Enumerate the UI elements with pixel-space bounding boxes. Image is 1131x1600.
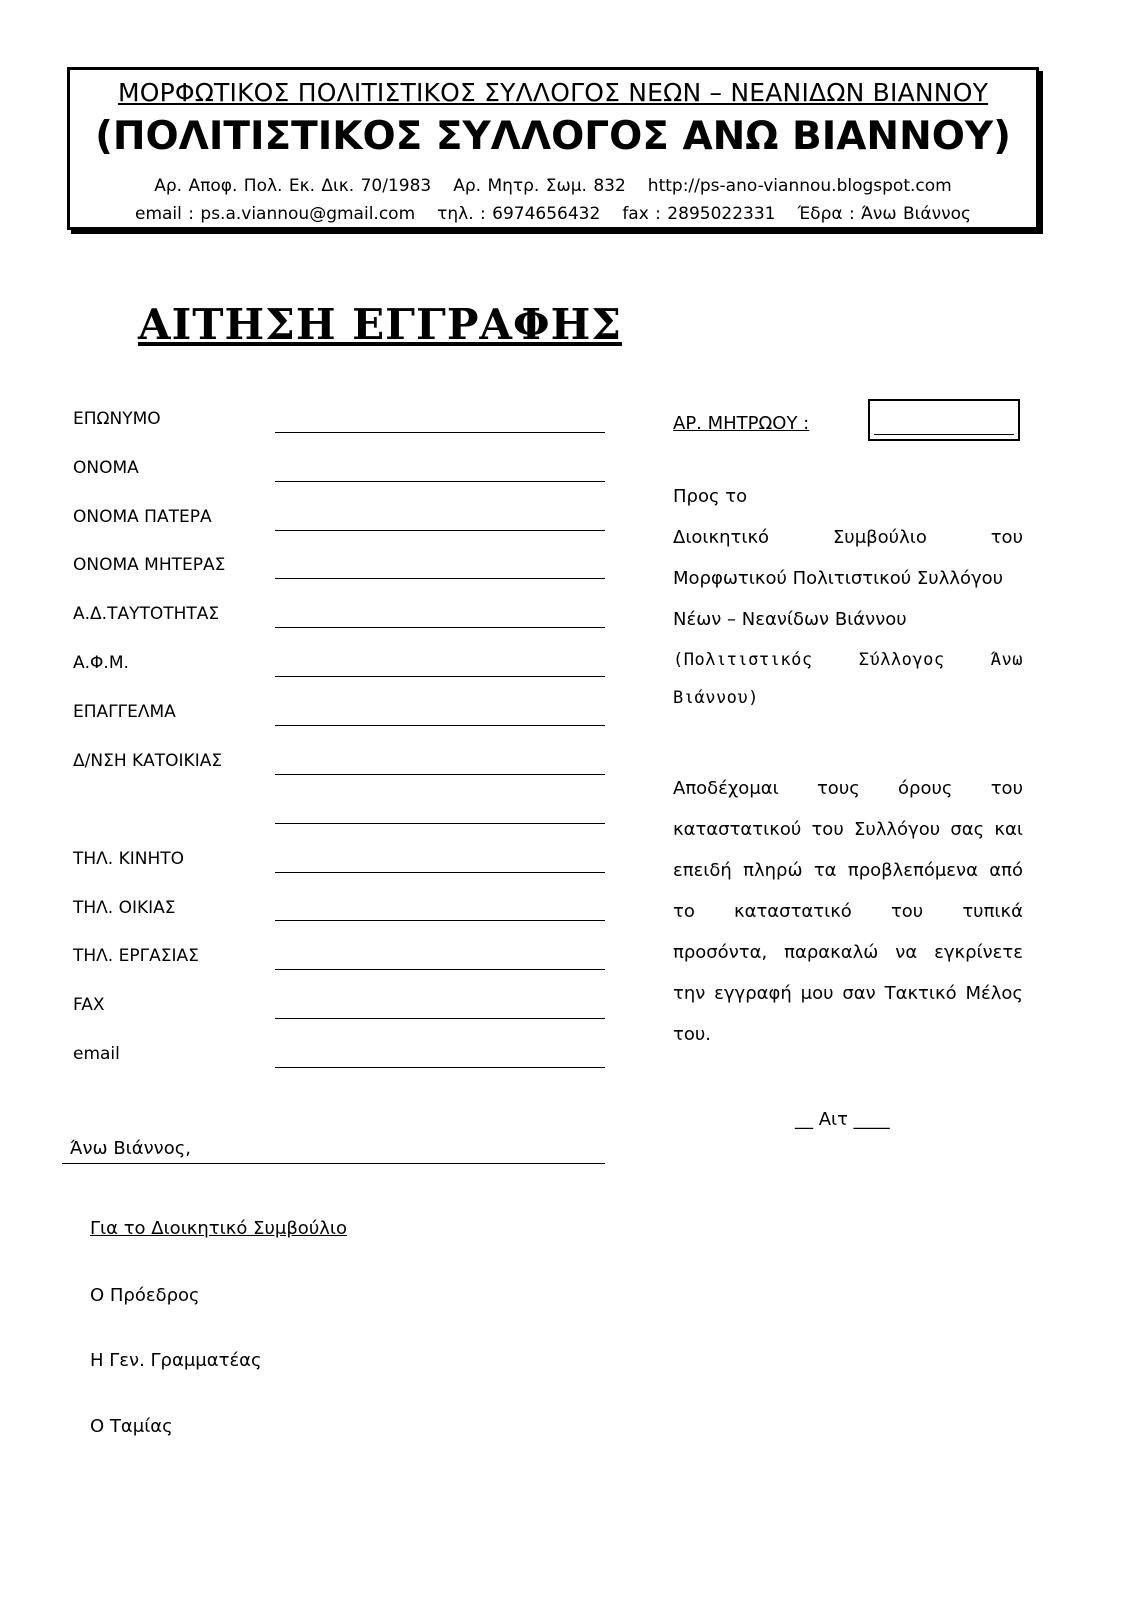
profession-input-line[interactable] bbox=[275, 725, 605, 726]
word: την bbox=[673, 983, 706, 1004]
home-phone-input-line[interactable] bbox=[275, 920, 605, 921]
field-label-name: ΟΝΟΜΑ bbox=[73, 458, 139, 478]
word: σαν bbox=[842, 983, 876, 1004]
word: Άνω bbox=[990, 650, 1023, 670]
registry-number-box[interactable] bbox=[868, 399, 1020, 441]
field-label-mobile: ΤΗΛ. ΚΙΝΗΤΟ bbox=[73, 849, 185, 869]
registry-number: Αρ. Μητρ. Σωμ. 832 bbox=[453, 176, 626, 196]
word: εγγραφή bbox=[714, 983, 792, 1004]
registration-line bbox=[70, 176, 1036, 196]
word: Σύλλογος bbox=[858, 650, 945, 670]
field-label-mother-name: ΟΝΟΜΑ ΜΗΤΕΡΑΣ bbox=[73, 555, 226, 575]
phone-number: τηλ. : 6974656432 bbox=[437, 204, 601, 224]
address-input-line-2[interactable] bbox=[275, 823, 605, 824]
word: καταστατικό bbox=[733, 901, 852, 922]
word: Τακτικό bbox=[884, 983, 957, 1004]
email-input-line[interactable] bbox=[275, 1067, 605, 1068]
secretary-signature: Η Γεν. Γραμματέας bbox=[90, 1350, 262, 1371]
decision-number: Αρ. Αποφ. Πολ. Εκ. Δικ. 70/1983 bbox=[154, 176, 432, 196]
id-card-input-line[interactable] bbox=[275, 627, 605, 628]
seat-location: Έδρα : Άνω Βιάννος bbox=[797, 204, 971, 224]
word: από bbox=[989, 860, 1023, 881]
word: του bbox=[890, 901, 924, 922]
to-line: Προς το bbox=[673, 486, 748, 507]
body-line-4 bbox=[673, 901, 1023, 922]
body-line-2 bbox=[673, 819, 1023, 840]
registry-number-label: ΑΡ. ΜΗΤΡΩΟΥ : bbox=[673, 413, 810, 434]
work-phone-input-line[interactable] bbox=[275, 969, 605, 970]
word: του bbox=[990, 778, 1023, 799]
mother-name-input-line[interactable] bbox=[275, 578, 605, 579]
field-label-fax: FAX bbox=[73, 995, 105, 1015]
fax-input-line[interactable] bbox=[275, 1018, 605, 1019]
field-label-surname: ΕΠΩΝΥΜΟ bbox=[73, 409, 161, 429]
name-input-line[interactable] bbox=[275, 481, 605, 482]
website-link[interactable]: http://ps-ano-viannou.blogspot.com bbox=[647, 176, 952, 196]
word: Συλλόγου bbox=[853, 819, 941, 840]
word: επειδή bbox=[673, 860, 732, 881]
word: εγκρίνετε bbox=[934, 942, 1023, 963]
word: πληρώ bbox=[743, 860, 803, 881]
body-line-1 bbox=[673, 778, 1023, 799]
addressee-line-1 bbox=[673, 527, 1023, 548]
field-label-email: email bbox=[73, 1044, 120, 1064]
email-link[interactable]: email : ps.a.viannou@gmail.com bbox=[134, 204, 416, 224]
word: Αποδέχομαι bbox=[673, 778, 779, 799]
body-line-7: του. bbox=[673, 1024, 711, 1045]
word: (Πολιτιστικός bbox=[673, 650, 813, 670]
word: του bbox=[811, 819, 844, 840]
org-alt-name: (ΠΟΛΙΤΙΣΤΙΚΟΣ ΣΥΛΛΟΓΟΣ ΑΝΩ ΒΙΑΝΝΟΥ) bbox=[95, 114, 1011, 159]
word: και bbox=[994, 819, 1023, 840]
addressee-line-5: Βιάννου) bbox=[673, 688, 759, 708]
word: Διοικητικό bbox=[673, 527, 770, 548]
addressee-line-4 bbox=[673, 650, 1023, 670]
field-label-father-name: ΟΝΟΜΑ ΠΑΤΕΡΑ bbox=[73, 507, 212, 527]
word: παρακαλώ bbox=[784, 942, 879, 963]
word: τα bbox=[813, 860, 837, 881]
body-line-6 bbox=[673, 983, 1023, 1004]
org-name: ΜΟΡΦΩΤΙΚΟΣ ΠΟΛΙΤΙΣΤΙΚΟΣ ΣΥΛΛΟΓΟΣ ΝΕΩΝ – ΝΕΑΝΙΔΩΝ ΒΙΑΝΝΟΥ bbox=[117, 78, 989, 107]
board-label: Για το Διοικητικό Συμβούλιο bbox=[90, 1218, 347, 1239]
body-line-5 bbox=[673, 942, 1023, 963]
word: προβλεπόμενα bbox=[847, 860, 978, 881]
word: τους bbox=[816, 778, 860, 799]
contact-line bbox=[70, 204, 1036, 224]
word: το bbox=[673, 901, 695, 922]
mobile-input-line[interactable] bbox=[275, 872, 605, 873]
father-name-input-line[interactable] bbox=[275, 530, 605, 531]
word: σας bbox=[950, 819, 985, 840]
field-label-tax-no: Α.Φ.Μ. bbox=[73, 653, 129, 673]
body-line-3 bbox=[673, 860, 1023, 881]
addressee-line-2: Μορφωτικού Πολιτιστικού Συλλόγου bbox=[673, 568, 1004, 589]
word: να bbox=[895, 942, 918, 963]
addressee-line-3: Νέων – Νεανίδων Βιάννου bbox=[673, 609, 907, 630]
place-date-line[interactable] bbox=[62, 1163, 605, 1164]
address-input-line[interactable] bbox=[275, 774, 605, 775]
field-label-home-phone: ΤΗΛ. ΟΙΚΙΑΣ bbox=[73, 898, 176, 918]
word: μου bbox=[800, 983, 834, 1004]
field-label-profession: ΕΠΑΓΓΕΛΜΑ bbox=[73, 702, 176, 722]
surname-input-line[interactable] bbox=[275, 432, 605, 433]
treasurer-signature: Ο Ταμίας bbox=[90, 1416, 173, 1437]
place-label: Άνω Βιάννος, bbox=[70, 1138, 192, 1159]
form-title: ΑΙΤΗΣΗ ΕΓΓΡΑΦΗΣ bbox=[138, 300, 622, 349]
word: προσόντα, bbox=[673, 942, 768, 963]
field-label-work-phone: ΤΗΛ. ΕΡΓΑΣΙΑΣ bbox=[73, 946, 199, 966]
president-signature: Ο Πρόεδρος bbox=[90, 1285, 200, 1306]
field-label-id-card: Α.Δ.ΤΑΥΤΟΤΗΤΑΣ bbox=[73, 604, 220, 624]
tax-no-input-line[interactable] bbox=[275, 676, 605, 677]
header-box bbox=[67, 67, 1039, 230]
word: Μέλος bbox=[965, 983, 1023, 1004]
word: του bbox=[990, 527, 1023, 548]
fax-number: fax : 2895022331 bbox=[622, 204, 776, 224]
applicant-signature: __ Αιτ ____ bbox=[795, 1109, 890, 1130]
word: Συμβούλιο bbox=[832, 527, 927, 548]
word: τυπικά bbox=[962, 901, 1023, 922]
field-label-address: Δ/ΝΣΗ ΚΑΤΟΙΚΙΑΣ bbox=[73, 751, 223, 771]
word: όρους bbox=[898, 778, 953, 799]
word: καταστατικού bbox=[673, 819, 802, 840]
